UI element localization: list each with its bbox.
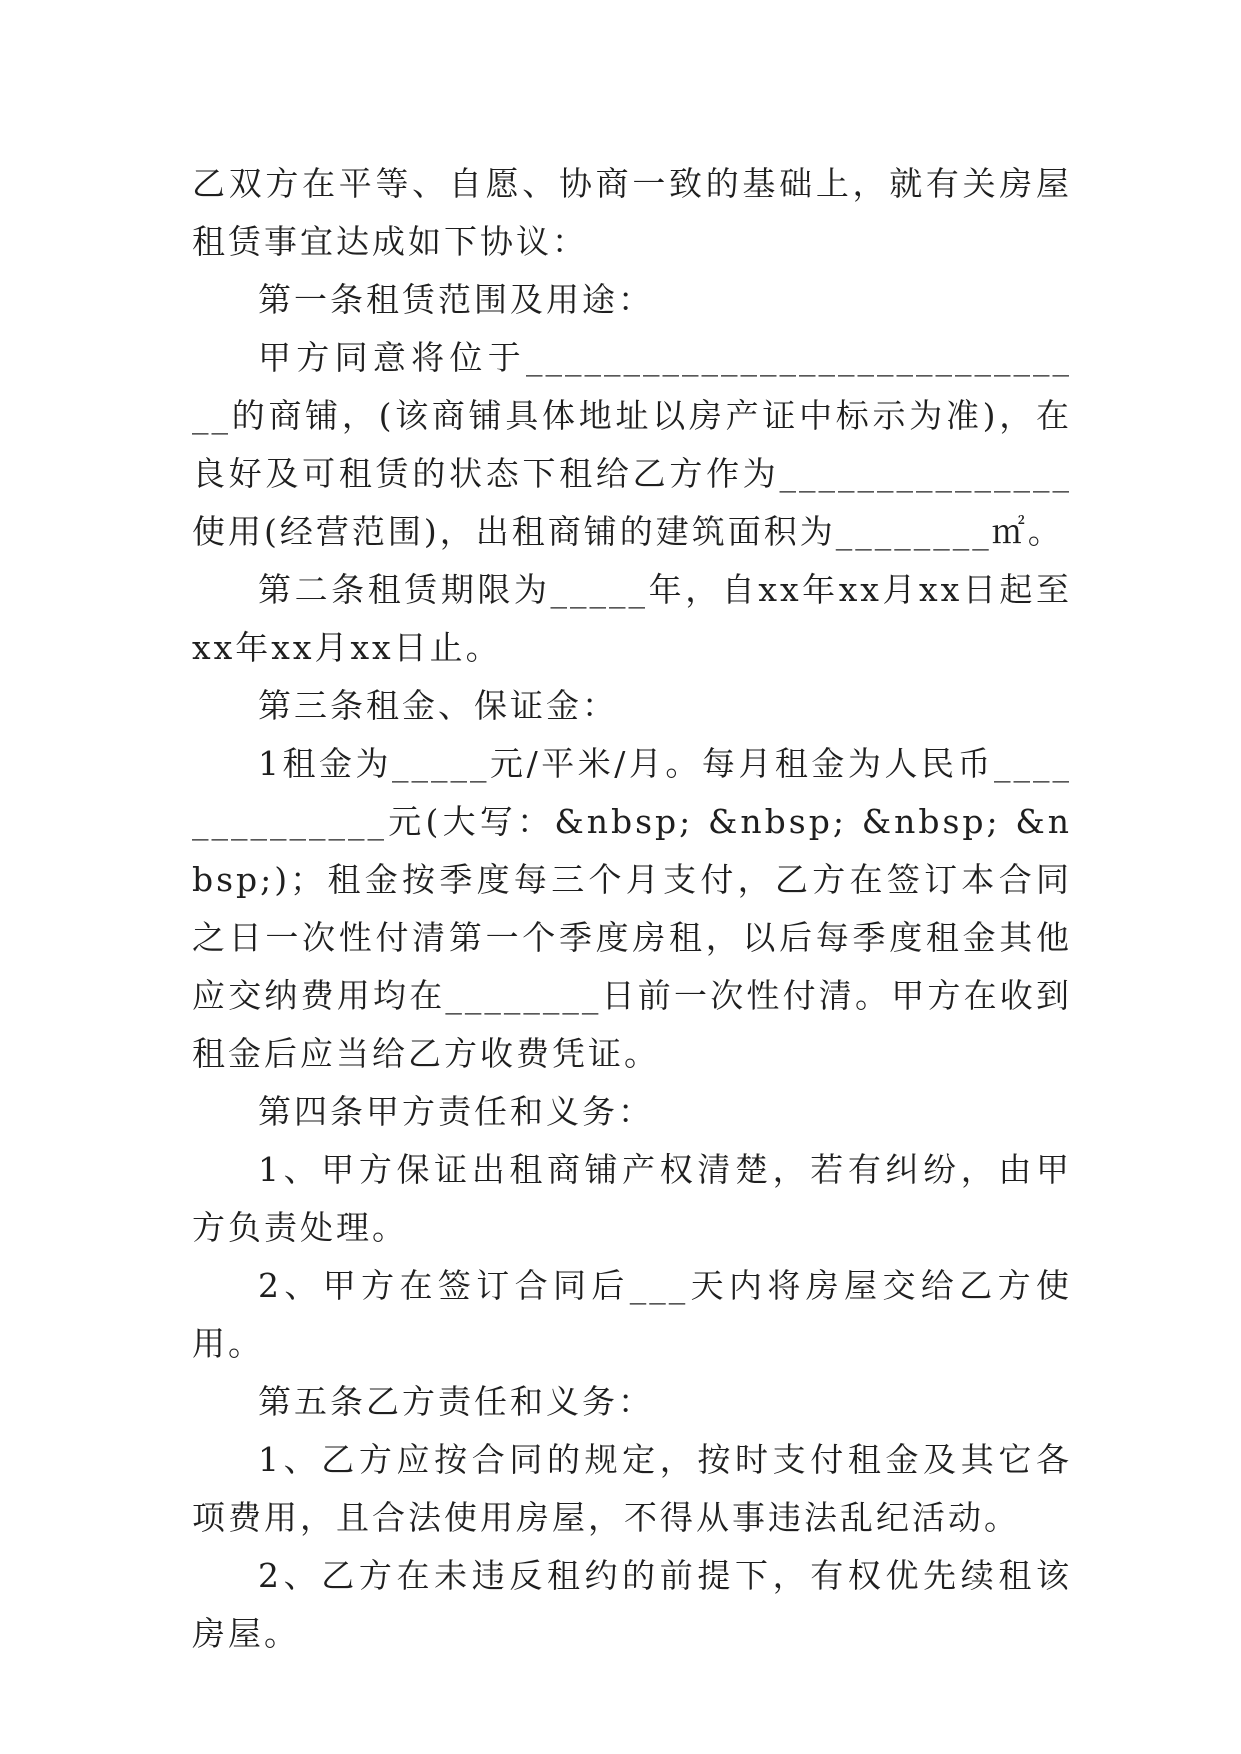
heading-article-4: 第四条甲方责任和义务： <box>258 1092 654 1131</box>
paragraph-article-5-item-1: 1、乙方应按合同的规定，按时支付租金及其它各项费用，且合法使用房屋，不得从事违法乱纪活动。 <box>192 1440 1072 1537</box>
paragraph-article-1-body: 甲方同意将位于______________________________的商铺，(该商铺具体地址以房产证中标示为准)，在良好及可租赁的状态下租给乙方作为_______________使用(经营范围)，出租商铺的建筑面积为________㎡。 <box>192 338 1072 551</box>
heading-article-5: 第五条乙方责任和义务： <box>258 1382 654 1421</box>
heading-article-3: 第三条租金、保证金： <box>258 686 618 725</box>
paragraph-article-2: 第二条租赁期限为_____年，自xx年xx月xx日起至xx年xx月xx日止。 <box>192 570 1072 667</box>
paragraph-intro: 乙双方在平等、自愿、协商一致的基础上，就有关房屋租赁事宜达成如下协议： <box>192 164 1072 261</box>
contract-body <box>192 155 1072 1663</box>
heading-article-1: 第一条租赁范围及用途： <box>258 280 654 319</box>
paragraph-article-4-item-1: 1、甲方保证出租商铺产权清楚，若有纠纷，由甲方负责处理。 <box>192 1150 1072 1247</box>
paragraph-article-3-rent: 1租金为_____元/平米/月。每月租金为人民币______________元(大写：&nbsp; &nbsp; &nbsp; &nbsp;)；租金按季度每三个月支付，乙方在签订本合同之日一次性付清第一个季度房租，以后每季度租金其他应交纳费用均在________日前一次性付清。甲方在收到租金后应当给乙方收费凭证。 <box>192 744 1072 1073</box>
paragraph-article-4-item-2: 2、甲方在签订合同后___天内将房屋交给乙方使用。 <box>192 1266 1072 1363</box>
paragraph-article-5-item-2: 2、乙方在未违反租约的前提下，有权优先续租该房屋。 <box>192 1556 1072 1653</box>
